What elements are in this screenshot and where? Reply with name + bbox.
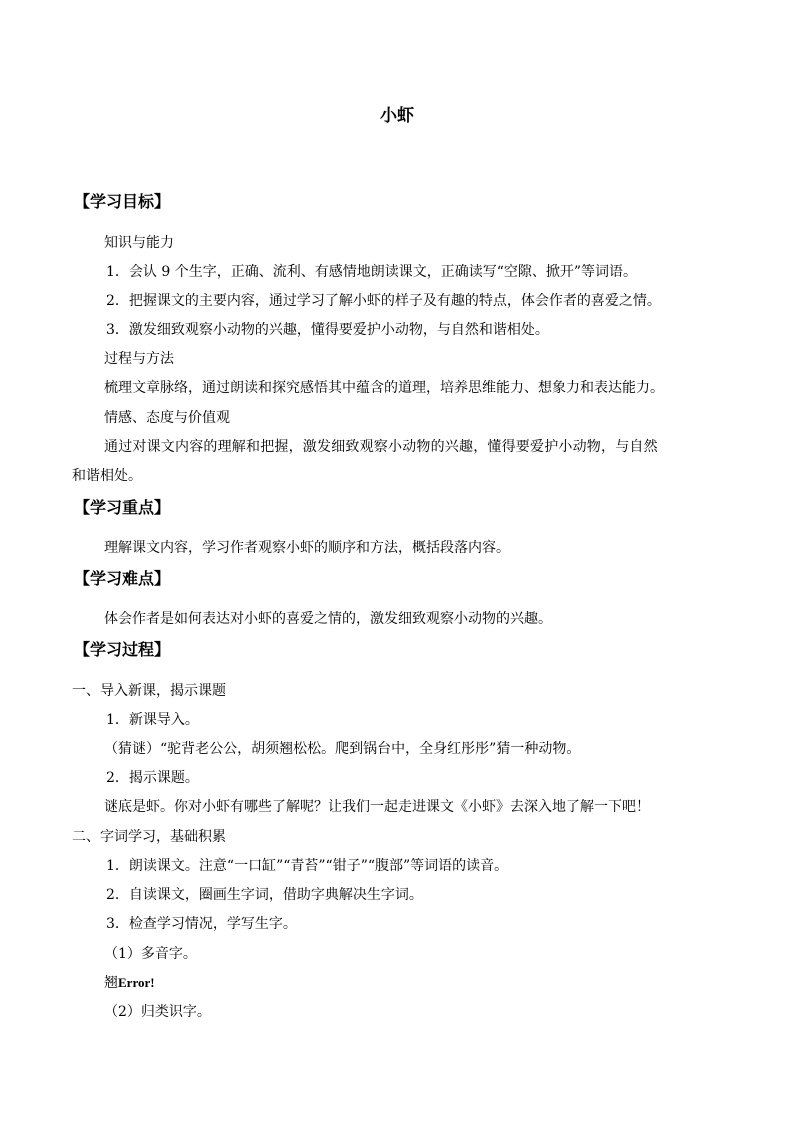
process-part-1-item-1: 1．新课导入。 <box>106 712 199 728</box>
error-text: Error! <box>118 975 155 990</box>
process-part-1-answer: 谜底是虾。你对小虾有哪些了解呢？让我们一起走进课文《小虾》去深入地了解一下吧！ <box>104 799 650 815</box>
process-part-1-title: 一、导入新课，揭示课题 <box>72 683 226 699</box>
process-part-2-sub-1: （1）多音字。 <box>104 946 197 962</box>
subheading-emotion: 情感、态度与价值观 <box>104 410 230 426</box>
process-part-2-item-1: 1．朗读课文。注意“一口缸”“青苔”“钳子”“腹部”等词语的读音。 <box>106 858 509 874</box>
process-part-1-riddle: （猜谜）“驼背老公公，胡须翘松松。爬到锅台中，全身红彤彤”猜一种动物。 <box>104 741 581 757</box>
section-heading-process: 【学习过程】 <box>74 640 171 659</box>
polyphone-char: 翘 <box>104 975 118 991</box>
process-part-2-sub-1-content <box>104 973 155 993</box>
goal-item-1: 1．会认 9 个生字，正确、流利、有感情地朗读课文，正确读写“空隙、掀开”等词语。 <box>106 264 638 280</box>
subheading-knowledge: 知识与能力 <box>104 235 174 251</box>
goal-item-2: 2．把握课文的主要内容，通过学习了解小虾的样子及有趣的特点，体会作者的喜爱之情。 <box>106 293 661 309</box>
section-heading-difficulty: 【学习难点】 <box>74 569 171 588</box>
difficulty-text: 体会作者是如何表达对小虾的喜爱之情的，激发细致观察小动物的兴趣。 <box>104 611 552 627</box>
goal-item-3: 3．激发细致观察小动物的兴趣，懂得要爱护小动物，与自然和谐相处。 <box>106 322 549 338</box>
emotion-text-line-2: 和谐相处。 <box>72 468 142 484</box>
process-part-2-item-3: 3．检查学习情况，学写生字。 <box>106 916 297 932</box>
emotion-text-line-1: 通过对课文内容的理解和把握，激发细致观察小动物的兴趣，懂得要爱护小动物，与自然 <box>104 439 658 455</box>
process-part-2-sub-2: （2）归类识字。 <box>104 1004 211 1020</box>
section-heading-focus: 【学习重点】 <box>74 498 171 517</box>
subheading-process-method: 过程与方法 <box>104 351 174 367</box>
process-part-2-item-2: 2．自读课文，圈画生字词，借助字典解决生字词。 <box>106 887 423 903</box>
focus-text: 理解课文内容，学习作者观察小虾的顺序和方法，概括段落内容。 <box>104 540 510 556</box>
section-heading-goals: 【学习目标】 <box>74 192 171 211</box>
process-part-1-item-2: 2．揭示课题。 <box>106 770 199 786</box>
process-part-2-title: 二、字词学习，基础积累 <box>72 829 226 845</box>
document-title: 小虾 <box>380 106 414 126</box>
process-method-text: 梳理文章脉络，通过朗读和探究感悟其中蕴含的道理，培养思维能力、想象力和表达能力。 <box>104 380 664 396</box>
